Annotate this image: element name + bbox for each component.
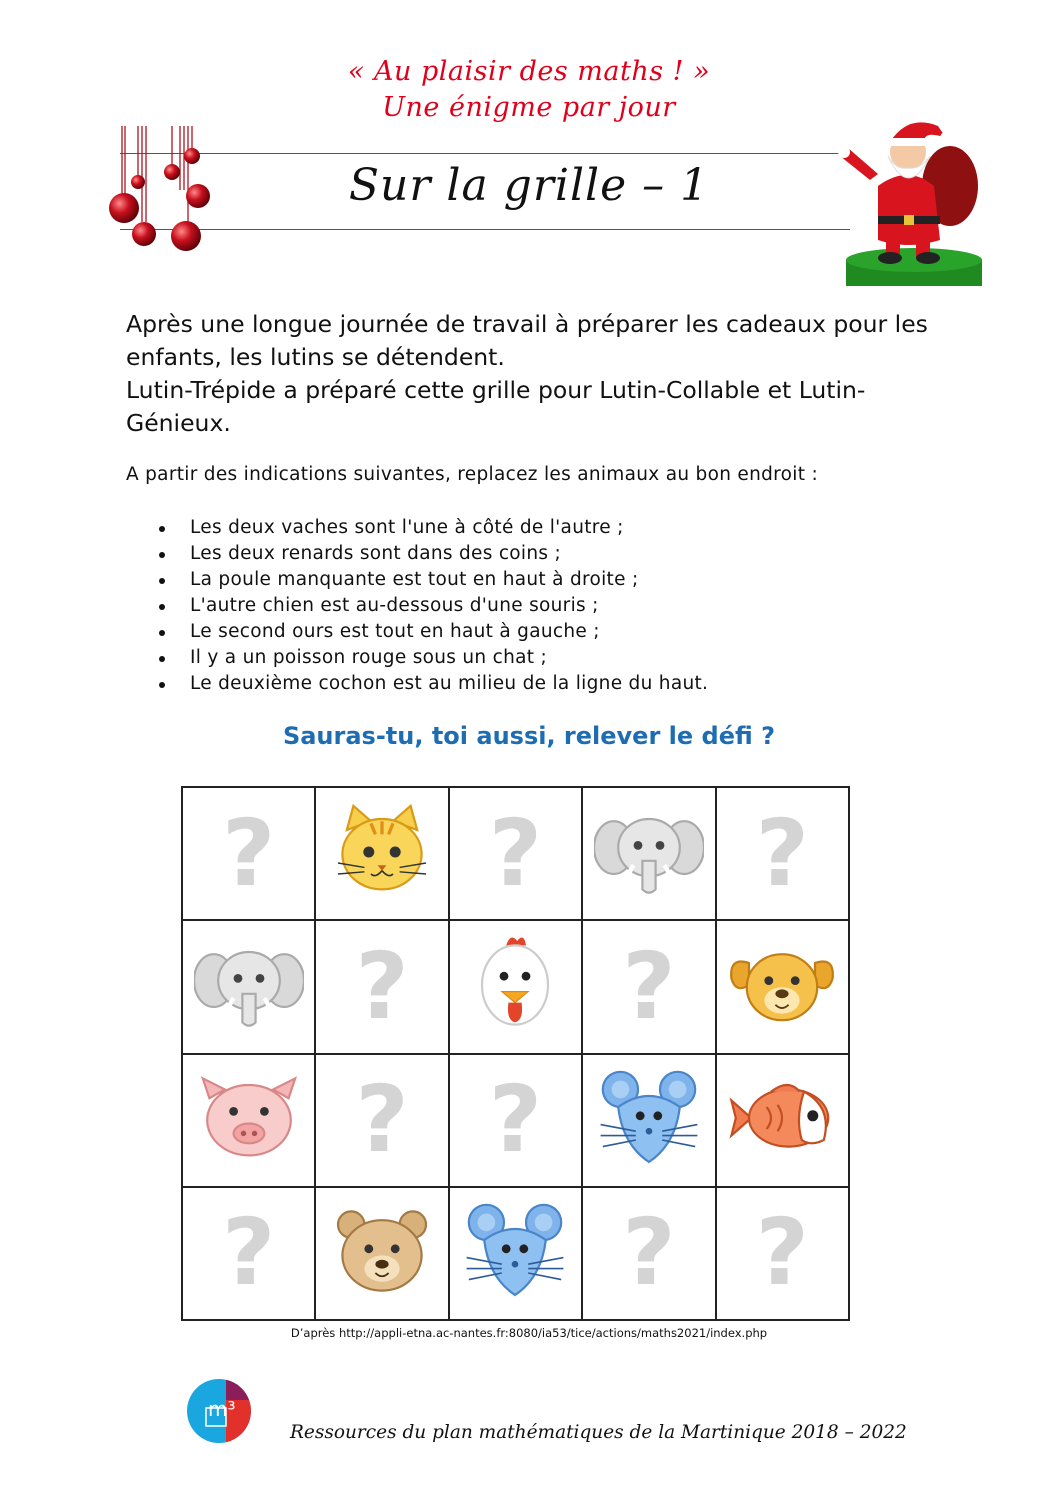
- elephant-icon: [594, 797, 704, 911]
- cat-icon: [327, 797, 437, 911]
- title-rule-top: [120, 153, 850, 154]
- question-mark-icon: ?: [222, 799, 276, 907]
- grid-cell: [182, 1054, 315, 1187]
- mouse-icon: [460, 1196, 570, 1310]
- grid-cell: [182, 920, 315, 1053]
- pig-icon: [194, 1063, 304, 1177]
- page-title: Sur la grille – 1: [348, 160, 710, 211]
- question-mark-icon: ?: [488, 1066, 543, 1174]
- dog-icon: [727, 930, 837, 1044]
- grid-cell: [582, 1187, 715, 1320]
- title-rule-bottom: [120, 229, 850, 230]
- clue-list: [156, 515, 708, 697]
- grid-cell: [716, 787, 849, 920]
- header-subtitle-1: « Au plaisir des maths ! »: [347, 56, 711, 87]
- clue-item: Les deux renards sont dans des coins ;: [156, 541, 708, 567]
- grid-cell: [182, 1187, 315, 1320]
- grid-cell: [582, 1054, 715, 1187]
- fish-icon: [727, 1063, 837, 1177]
- clue-item: Le second ours est tout en haut à gauche ;: [156, 619, 708, 645]
- question-mark-icon: ?: [355, 932, 409, 1040]
- question-mark-icon: ?: [755, 1199, 809, 1307]
- clue-item: Il y a un poisson rouge sous un chat ;: [156, 645, 708, 671]
- clue-item: L'autre chien est au-dessous d'une souris ;: [156, 593, 708, 619]
- grid-cell: [182, 787, 315, 920]
- clue-item: La poule manquante est tout en haut à droite ;: [156, 567, 708, 593]
- instructions: A partir des indications suivantes, replacez les animaux au bon endroit :: [126, 464, 818, 485]
- grid-cell: [315, 1054, 448, 1187]
- intro-text: [126, 308, 956, 440]
- question-mark-icon: ?: [488, 799, 543, 907]
- clue-item: Les deux vaches sont l'une à côté de l'autre ;: [156, 515, 708, 541]
- grid-cell: [716, 1187, 849, 1320]
- puzzle-grid: [181, 786, 850, 1321]
- question-mark-icon: ?: [755, 799, 809, 907]
- grid-cell: [449, 1187, 582, 1320]
- grid-cell: [582, 920, 715, 1053]
- header-subtitle-2: Une énigme par jour: [382, 92, 676, 123]
- grid-cell: [449, 920, 582, 1053]
- footer-text: Ressources du plan mathématiques de la Martinique 2018 – 2022: [290, 1422, 907, 1443]
- santa-claus-icon: [838, 108, 984, 288]
- grid-cell: [716, 920, 849, 1053]
- mouse-icon: [594, 1063, 704, 1177]
- grid-cell: [315, 1187, 448, 1320]
- m3-logo-icon: [186, 1378, 252, 1444]
- grid-cell: [582, 787, 715, 920]
- question-mark-icon: ?: [622, 932, 676, 1040]
- chicken-icon: [460, 930, 570, 1044]
- christmas-ornaments-icon: [104, 126, 216, 256]
- grid-cell: [449, 1054, 582, 1187]
- question-mark-icon: ?: [222, 1199, 276, 1307]
- grid-cell: [315, 787, 448, 920]
- intro-paragraph-2: Lutin-Trépide a préparé cette grille pour Lutin-Collable et Lutin-Génieux.: [126, 376, 866, 437]
- bear-icon: [327, 1196, 437, 1310]
- clue-item: Le deuxième cochon est au milieu de la ligne du haut.: [156, 671, 708, 697]
- grid-cell: [315, 920, 448, 1053]
- elephant-icon: [194, 930, 304, 1044]
- svg-text:m³: m³: [208, 1397, 236, 1421]
- source-credit: D’après http://appli-etna.ac-nantes.fr:8080/ia53/tice/actions/maths2021/index.php: [290, 1326, 768, 1340]
- intro-paragraph-1: Après une longue journée de travail à préparer les cadeaux pour les enfants, les lutins se détendent.: [126, 310, 928, 371]
- grid-cell: [449, 787, 582, 920]
- challenge-heading: Sauras-tu, toi aussi, relever le défi ?: [282, 722, 776, 750]
- grid-cell: [716, 1054, 849, 1187]
- question-mark-icon: ?: [355, 1066, 409, 1174]
- question-mark-icon: ?: [622, 1199, 676, 1307]
